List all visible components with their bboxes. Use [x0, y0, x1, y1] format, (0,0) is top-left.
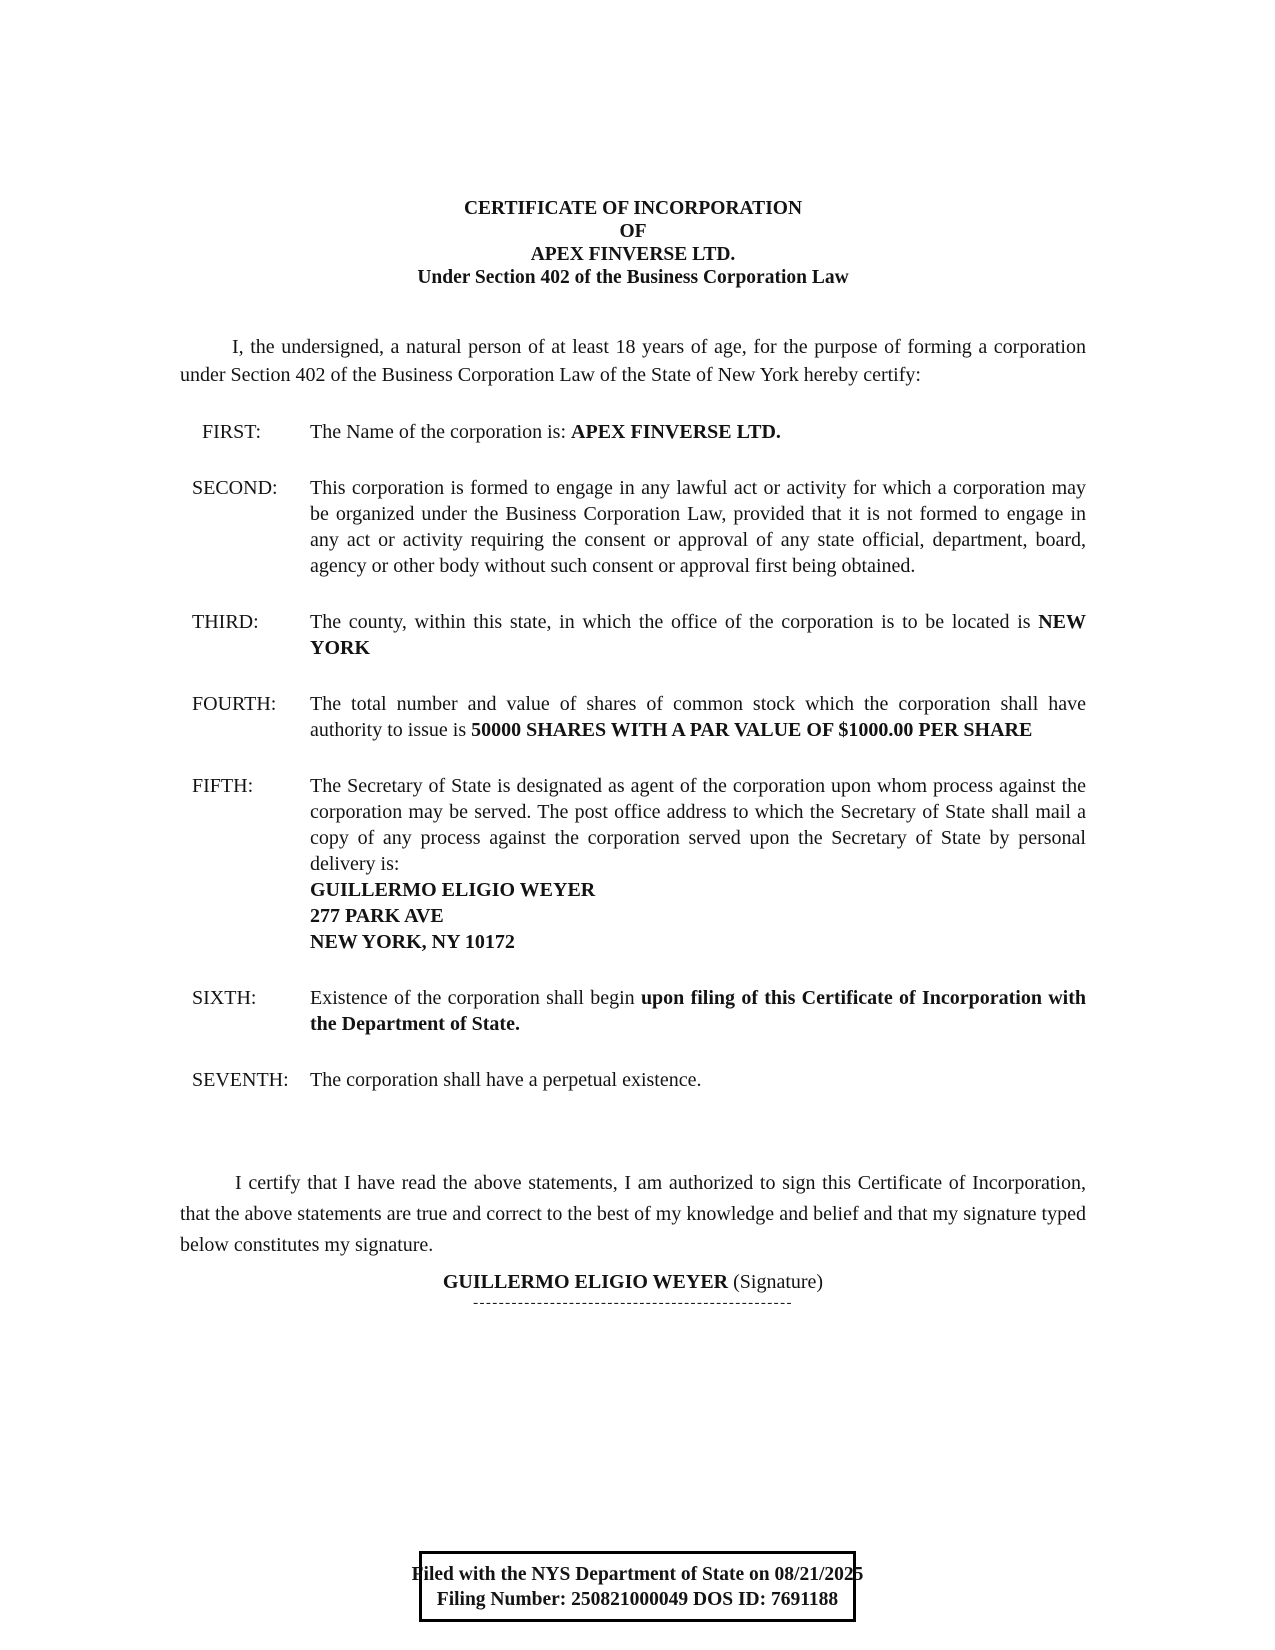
article-body	[310, 773, 1086, 955]
article-text: The county, within this state, in which the office of the corporation is to be located is	[310, 611, 1039, 633]
signature-label: (Signature)	[728, 1271, 824, 1293]
article-body	[310, 1067, 1086, 1093]
title-line-of: OF	[619, 221, 647, 242]
article-label: FIRST:	[202, 421, 262, 443]
filing-stamp-box	[411, 1551, 864, 1622]
article-fourth	[180, 691, 1086, 743]
article-text-bold: upon filing of this Certificate of Incorporation with the Department of State.	[310, 987, 1087, 1035]
article-label: FIFTH:	[192, 775, 254, 797]
article-text-bold: 50000 SHARES WITH A PAR VALUE OF $1000.00 PER SHARE	[471, 719, 1033, 741]
article-seventh	[180, 1067, 1086, 1093]
article-label: SECOND:	[192, 477, 278, 499]
article-label: FOURTH:	[192, 693, 277, 715]
document-title-block	[180, 197, 1086, 289]
article-second	[180, 475, 1086, 579]
signature-rule: --------------------------------------------------	[473, 1295, 793, 1311]
article-text: Existence of the corporation shall begin	[310, 987, 641, 1009]
certification-paragraph: I certify that I have read the above statements, I am authorized to sign this Certificate of Incorporation, that the above statements are true and correct to the best of my knowledge and belief and that my signature typed below constitutes my signature.	[180, 1172, 1086, 1256]
article-fifth	[180, 773, 1086, 955]
article-text: The corporation shall have a perpetual existence.	[310, 1069, 702, 1091]
articles-list	[180, 419, 1086, 1093]
article-body	[310, 985, 1086, 1037]
article-label: THIRD:	[192, 611, 259, 633]
article-text: This corporation is formed to engage in any lawful act or activity for which a corporation may be organized under the Business Corporation Law, provided that it is not formed to engage in any act or activity requiring the consent or approval of any state official, department, board, agency or other body without such consent or approval first being obtained.	[310, 477, 1086, 577]
article-body	[310, 609, 1086, 661]
title-line-statute: Under Section 402 of the Business Corporation Law	[417, 267, 849, 288]
title-line-company-name: APEX FINVERSE LTD.	[530, 244, 736, 265]
article-sixth	[180, 985, 1086, 1037]
signer-name: GUILLERMO ELIGIO WEYER	[442, 1271, 729, 1293]
filing-stamp-number-line: Filing Number: 250821000049 DOS ID: 7691188	[436, 1588, 839, 1610]
article-third	[180, 609, 1086, 661]
article-text: The Secretary of State is designated as agent of the corporation upon whom process against the corporation may be served. The post office address to which the Secretary of State shall mail a copy of any process against the corporation served upon the Secretary of State by personal delivery is:	[310, 775, 1086, 875]
article-first	[180, 419, 1086, 445]
article-body	[310, 475, 1086, 579]
article-text-bold: NEW YORK, NY 10172	[310, 931, 515, 953]
article-label: SIXTH:	[192, 987, 257, 1009]
article-text-bold: 277 PARK AVE	[310, 905, 444, 927]
article-label: SEVENTH:	[192, 1069, 289, 1091]
filing-stamp-filed-line: Filed with the NYS Department of State on 08/21/2025	[411, 1563, 864, 1585]
article-body	[310, 419, 1086, 445]
article-text-bold: NEW YORK	[310, 611, 1086, 659]
article-body	[310, 691, 1086, 743]
intro-paragraph: I, the undersigned, a natural person of at least 18 years of age, for the purpose of forming a corporation under Section 402 of the Business Corporation Law of the State of New York hereby certify:	[180, 336, 1086, 386]
signature-block	[180, 1269, 1086, 1295]
article-text: The total number and value of shares of common stock which the corporation shall have authority to issue is	[310, 693, 1086, 741]
article-text-bold: APEX FINVERSE LTD.	[571, 421, 781, 443]
title-line-certificate: CERTIFICATE OF INCORPORATION	[463, 198, 803, 219]
article-text-bold: GUILLERMO ELIGIO WEYER	[310, 879, 596, 901]
article-text: The Name of the corporation is:	[310, 421, 572, 443]
